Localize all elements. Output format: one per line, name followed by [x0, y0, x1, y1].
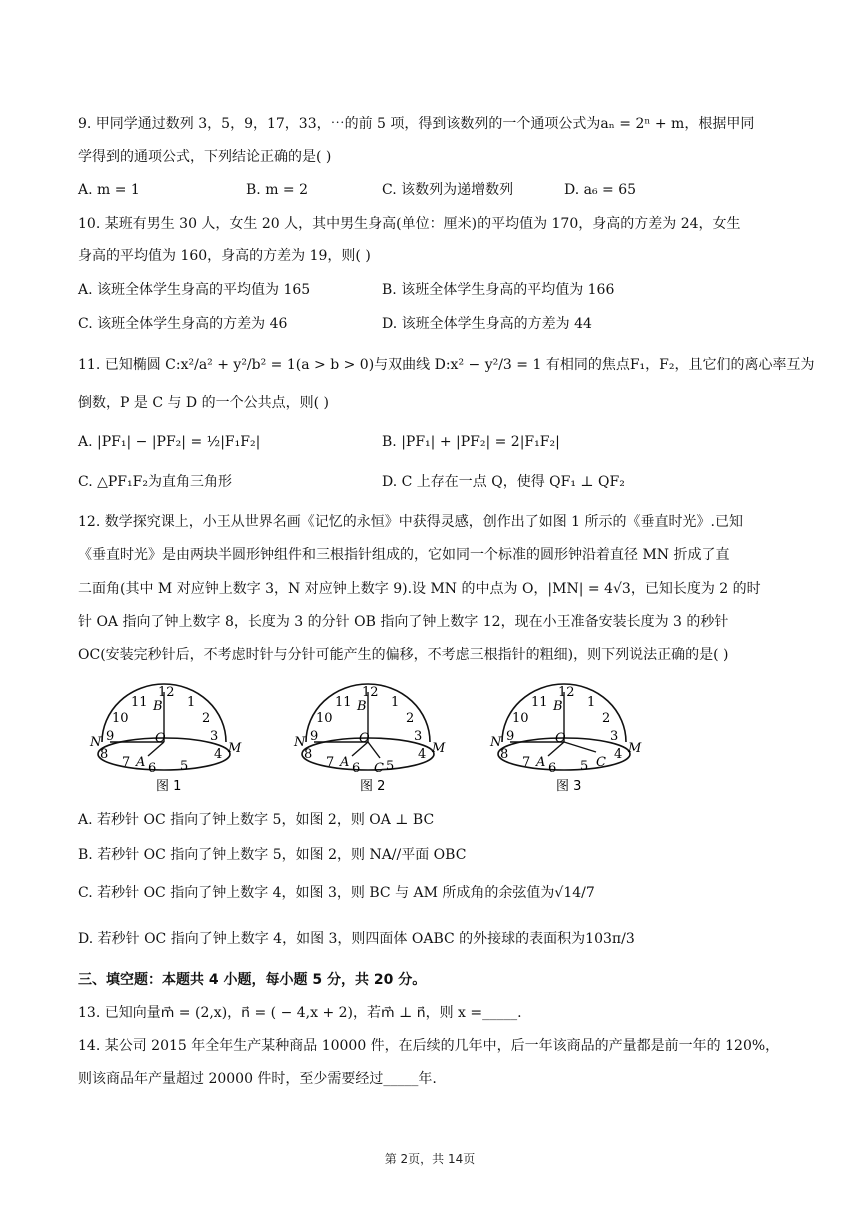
clock3-label-n: N	[490, 735, 502, 750]
clock3-num-6: 6	[548, 761, 557, 776]
clock3-label-a: A	[536, 755, 546, 770]
clock2-num-11: 11	[335, 695, 352, 710]
section-3-heading: 三、填空题：本题共 4 小题，每小题 5 分，共 20 分。	[78, 972, 427, 988]
clock3-num-4: 4	[614, 747, 623, 762]
figure-3	[484, 676, 644, 796]
q10-option-d: D. 该班全体学生身高的方差为 44	[382, 316, 592, 332]
clock-diagram-2	[288, 676, 448, 796]
clock2-num-12: 12	[362, 685, 379, 700]
clock1-num-3: 3	[210, 729, 219, 744]
clock3-num-12: 12	[558, 685, 575, 700]
clock2-num-7: 7	[326, 755, 335, 770]
q13-stem: 13. 已知向量m⃗ = (2,x)，n⃗ = ( − 4,x + 2)，若m⃗ ⊥ n⃗，则 x =_____.	[78, 1005, 522, 1021]
q10-stem-line2: 身高的平均值为 160，身高的方差为 19，则( )	[78, 248, 371, 264]
q9-option-b: B. m = 2	[246, 182, 309, 198]
q12-stem-line2: 《垂直时光》是由两块半圆形钟组件和三根指针组成的，它如同一个标准的圆形钟沿着直径 MN 折成了直	[78, 547, 730, 563]
q12-option-c: C. 若秒针 OC 指向了钟上数字 4，如图 3，则 BC 与 AM 所成角的余弦值为√14/7	[78, 885, 595, 901]
clock3-num-5: 5	[580, 759, 589, 774]
clock1-num-10: 10	[112, 711, 129, 726]
clock2-num-8: 8	[304, 747, 313, 762]
clock2-label-n: N	[294, 735, 306, 750]
q12-stem-line1: 12. 数学探究课上，小王从世界名画《记忆的永恒》中获得灵感，创作出了如图 1 所示的《垂直时光》.已知	[78, 514, 743, 530]
clock-diagram-3	[484, 676, 644, 796]
clock3-label-m: M	[628, 741, 642, 756]
clock1-label-b: B	[153, 699, 163, 714]
clock3-label-c: C	[596, 755, 606, 770]
clock3-num-9: 9	[506, 729, 515, 744]
q9-option-c: C. 该数列为递增数列	[382, 182, 514, 198]
clock3-num-2: 2	[602, 711, 611, 726]
clock2-num-4: 4	[418, 747, 427, 762]
clock2-num-1: 1	[391, 695, 400, 710]
clock-figures	[84, 676, 644, 796]
clock1-num-11: 11	[131, 695, 148, 710]
clock3-num-7: 7	[522, 755, 531, 770]
q11-option-b: B. |PF₁| + |PF₂| = 2|F₁F₂|	[382, 434, 560, 450]
clock2-num-5: 5	[386, 759, 395, 774]
clock1-num-2: 2	[202, 711, 211, 726]
clock3-num-1: 1	[587, 695, 596, 710]
clock1-label-m: M	[228, 741, 242, 756]
clock2-num-6: 6	[352, 761, 361, 776]
clock3-num-8: 8	[500, 747, 509, 762]
q11-option-d: D. C 上存在一点 Q，使得 QF₁ ⊥ QF₂	[382, 474, 625, 490]
figure-1-caption: 图 1	[156, 779, 182, 794]
q12-stem-line4: 针 OA 指向了钟上数字 8，长度为 3 的分针 OB 指向了钟上数字 12，现在小王准备安装长度为 3 的秒针	[78, 614, 729, 630]
clock3-num-10: 10	[512, 711, 529, 726]
q10-stem-line1: 10. 某班有男生 30 人，女生 20 人，其中男生身高(单位：厘米)的平均值为 170，身高的方差为 24，女生	[78, 216, 741, 232]
clock2-num-10: 10	[316, 711, 333, 726]
q12-option-d: D. 若秒针 OC 指向了钟上数字 4，如图 3，则四面体 OABC 的外接球的表面积为103π/3	[78, 931, 635, 947]
q9-option-d: D. a₆ = 65	[564, 182, 637, 198]
clock1-label-n: N	[90, 735, 102, 750]
clock1-num-8: 8	[100, 747, 109, 762]
q9-stem-line2: 学得到的通项公式，下列结论正确的是( )	[78, 149, 332, 165]
q12-stem-line3: 二面角(其中 M 对应钟上数字 3，N 对应钟上数字 9).设 MN 的中点为 O，|MN| = 4√3，已知长度为 2 的时	[78, 581, 761, 597]
clock2-num-2: 2	[406, 711, 415, 726]
clock1-num-7: 7	[122, 755, 131, 770]
clock1-label-a: A	[136, 755, 146, 770]
clock2-label-c: C	[374, 761, 384, 776]
q11-stem-line1: 11. 已知椭圆 C:x²/a² + y²/b² = 1(a > b > 0)与双曲线 D:x² − y²/3 = 1 有相同的焦点F₁，F₂，且它们的离心率互为	[78, 357, 815, 373]
clock2-label-a: A	[340, 755, 350, 770]
page-footer: 第 2页，共 14页	[384, 1152, 476, 1166]
clock1-num-6: 6	[148, 761, 157, 776]
clock2-label-m: M	[432, 741, 446, 756]
clock-diagram-1	[84, 676, 244, 796]
clock1-label-o: O	[155, 731, 166, 746]
figure-1	[84, 676, 244, 796]
clock2-label-b: B	[357, 699, 367, 714]
q11-stem-line2: 倒数，P 是 C 与 D 的一个公共点，则( )	[78, 395, 329, 411]
q11-option-a: A. |PF₁| − |PF₂| = ½|F₁F₂|	[78, 434, 261, 450]
q10-option-a: A. 该班全体学生身高的平均值为 165	[78, 282, 311, 298]
clock2-num-9: 9	[310, 729, 319, 744]
clock2-num-3: 3	[414, 729, 423, 744]
q9-stem-line1: 9. 甲同学通过数列 3，5，9，17，33，⋯的前 5 项，得到该数列的一个通项公式为aₙ = 2ⁿ + m，根据甲同	[78, 116, 755, 132]
q10-option-c: C. 该班全体学生身高的方差为 46	[78, 316, 288, 332]
q12-option-b: B. 若秒针 OC 指向了钟上数字 5，如图 2，则 NA//平面 OBC	[78, 847, 467, 863]
clock1-num-5: 5	[180, 759, 189, 774]
clock2-label-o: O	[359, 731, 370, 746]
clock3-num-11: 11	[531, 695, 548, 710]
q12-option-a: A. 若秒针 OC 指向了钟上数字 5，如图 2，则 OA ⊥ BC	[78, 812, 435, 828]
q11-option-c: C. △PF₁F₂为直角三角形	[78, 474, 232, 490]
figure-3-caption: 图 3	[556, 779, 582, 794]
q14-stem-line1: 14. 某公司 2015 年全年生产某种商品 10000 件，在后续的几年中，后一年该商品的产量都是前一年的 120%，	[78, 1038, 780, 1054]
q14-stem-line2: 则该商品年产量超过 20000 件时，至少需要经过_____年.	[78, 1071, 437, 1087]
clock1-num-1: 1	[187, 695, 196, 710]
clock1-num-4: 4	[214, 747, 223, 762]
clock3-label-o: O	[555, 731, 566, 746]
clock3-num-3: 3	[610, 729, 619, 744]
figure-2	[288, 676, 448, 796]
clock1-num-9: 9	[106, 729, 115, 744]
figure-2-caption: 图 2	[360, 779, 386, 794]
q9-option-a: A. m = 1	[78, 182, 140, 198]
q10-option-b: B. 该班全体学生身高的平均值为 166	[382, 282, 615, 298]
clock1-num-12: 12	[158, 685, 175, 700]
clock3-label-b: B	[553, 699, 563, 714]
q12-stem-line5: OC(安装完秒针后，不考虑时针与分针可能产生的偏移，不考虑三根指针的粗细)，则下列说法正确的是( )	[78, 647, 729, 663]
